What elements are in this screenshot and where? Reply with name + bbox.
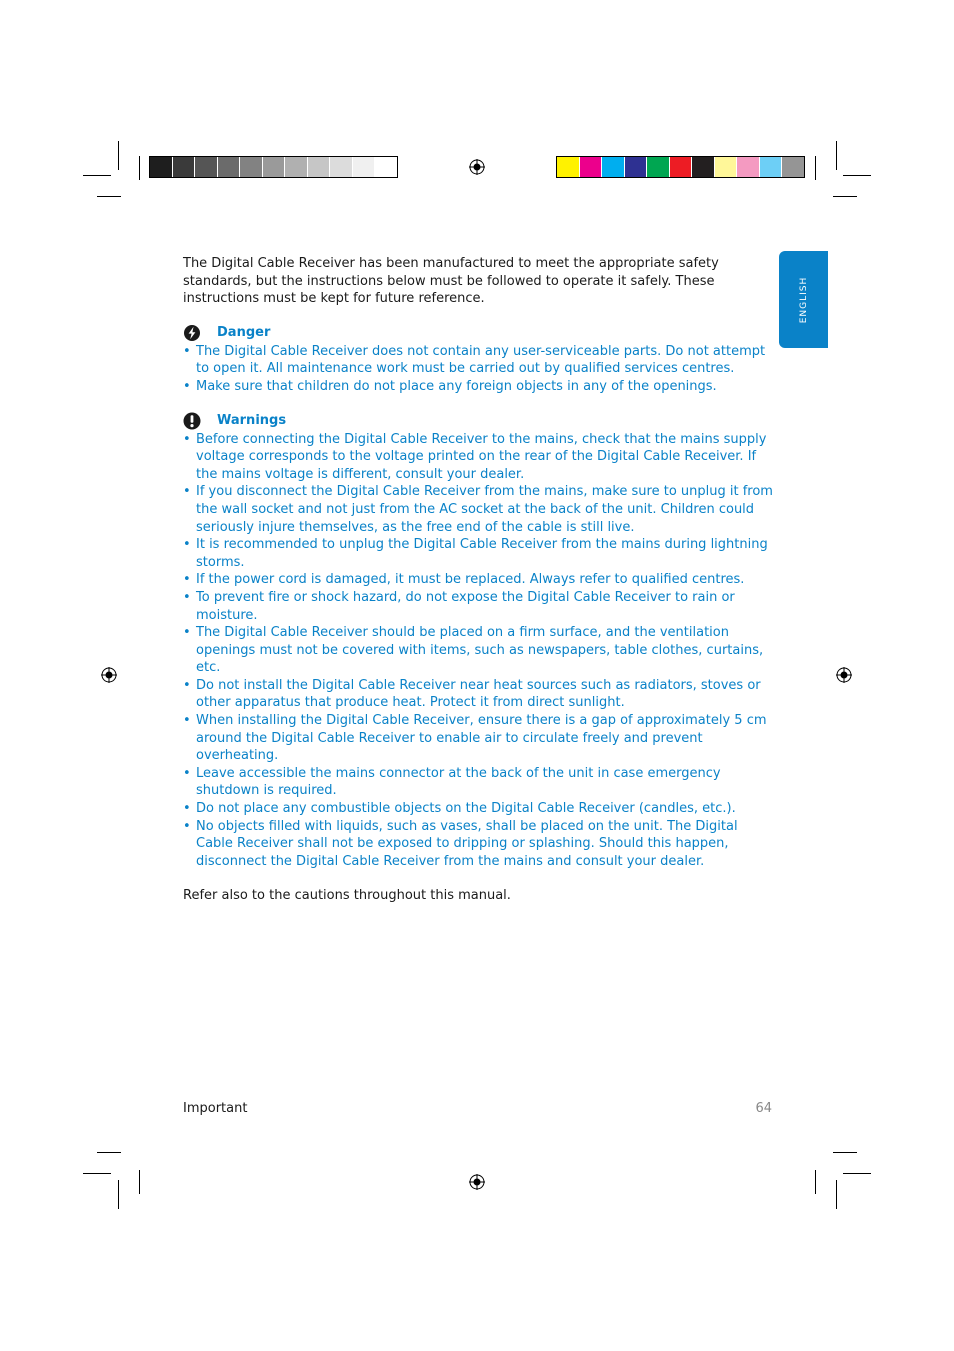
danger-list: [183, 343, 773, 396]
grayscale-color-bar: [149, 156, 398, 178]
intro-paragraph: The Digital Cable Receiver has been manufactured to meet the appropriate safety standards, but the instructions below must be followed to operate it safely. These instructions must be kept for future reference.: [183, 256, 719, 307]
crop-mark: [843, 1173, 871, 1174]
color-swatch: [375, 157, 397, 177]
color-swatch: [625, 157, 648, 177]
exclamation-icon: [183, 412, 201, 430]
crop-mark: [833, 196, 857, 197]
color-swatch: [240, 157, 263, 177]
page-number: 64: [755, 1101, 772, 1116]
crop-mark: [118, 141, 119, 170]
warnings-list: [183, 431, 773, 871]
color-swatch: [647, 157, 670, 177]
bullet-item: • The Digital Cable Receiver does not contain any user-serviceable parts. Do not attempt to open it. All maintenance work must be carried out by qualified services centres.: [183, 343, 773, 378]
outro-paragraph: Refer also to the cautions throughout this manual.: [183, 888, 511, 904]
crop-mark: [833, 1152, 857, 1153]
danger-title: Danger: [217, 324, 271, 340]
bullet-item: • Before connecting the Digital Cable Receiver to the mains, check that the mains supply voltage corresponds to the voltage printed on the rear of the Digital Cable Receiver. If the mains voltage is different, consult your dealer.: [183, 431, 773, 484]
color-swatch: [330, 157, 353, 177]
bullet-item: • Make sure that children do not place any foreign objects in any of the openings.: [183, 378, 773, 396]
color-swatch: [760, 157, 783, 177]
crop-mark: [139, 1170, 140, 1194]
language-tab-label: ENGLISH: [798, 276, 809, 323]
warnings-heading: [183, 411, 773, 431]
color-swatch: [308, 157, 331, 177]
color-swatch: [173, 157, 196, 177]
bullet-item: • Leave accessible the mains connector at the back of the unit in case emergency shutdown is required.: [183, 765, 773, 800]
language-tab: [779, 251, 828, 348]
bullet-item: • Do not place any combustible objects on the Digital Cable Receiver (candles, etc.).: [183, 800, 773, 818]
crop-mark: [843, 175, 871, 176]
bullet-item: • If the power cord is damaged, it must be replaced. Always refer to qualified centres.: [183, 571, 773, 589]
danger-heading: [183, 323, 773, 343]
crop-mark: [836, 141, 837, 170]
crop-mark: [836, 1180, 837, 1209]
crop-mark: [139, 156, 140, 180]
registration-mark-icon: [836, 667, 852, 683]
color-swatch: [195, 157, 218, 177]
color-swatch: [580, 157, 603, 177]
registration-mark-icon: [101, 667, 117, 683]
color-swatch: [263, 157, 286, 177]
lightning-icon: [183, 324, 201, 342]
bullet-item: • No objects filled with liquids, such as vases, shall be placed on the unit. The Digital Cable Receiver shall not be exposed to dripping or splashing. Should this happen, disconnect the Digital Cable Receiver from the mains and consult your dealer.: [183, 818, 773, 871]
color-swatch: [218, 157, 241, 177]
color-swatch: [557, 157, 580, 177]
color-swatch: [150, 157, 173, 177]
crop-mark: [97, 196, 121, 197]
registration-mark-icon: [469, 1174, 485, 1190]
color-swatch: [285, 157, 308, 177]
crop-mark: [815, 156, 816, 180]
color-swatch: [670, 157, 693, 177]
bullet-item: • To prevent fire or shock hazard, do not expose the Digital Cable Receiver to rain or moisture.: [183, 589, 773, 624]
safety-content: [183, 255, 773, 905]
process-color-bar: [556, 156, 805, 178]
crop-mark: [118, 1180, 119, 1209]
bullet-item: • The Digital Cable Receiver should be placed on a firm surface, and the ventilation openings must not be covered with items, such as newspapers, table clothes, curtains, etc.: [183, 624, 773, 677]
crop-mark: [83, 175, 111, 176]
crop-mark: [83, 1173, 111, 1174]
bullet-item: • If you disconnect the Digital Cable Receiver from the mains, make sure to unplug it from the wall socket and not just from the AC socket at the back of the unit. Children could seriously injure themselves, as the free end of the cable is still live.: [183, 483, 773, 536]
crop-mark: [97, 1152, 121, 1153]
bullet-item: • It is recommended to unplug the Digital Cable Receiver from the mains during lightning storms.: [183, 536, 773, 571]
registration-mark-icon: [469, 159, 485, 175]
color-swatch: [782, 157, 804, 177]
color-swatch: [692, 157, 715, 177]
color-swatch: [737, 157, 760, 177]
color-swatch: [715, 157, 738, 177]
crop-mark: [815, 1170, 816, 1194]
color-swatch: [353, 157, 376, 177]
color-swatch: [602, 157, 625, 177]
footer-section-name: Important: [183, 1101, 248, 1116]
warnings-title: Warnings: [217, 412, 287, 428]
bullet-item: • Do not install the Digital Cable Receiver near heat sources such as radiators, stoves or other apparatus that produce heat. Protect it from direct sunlight.: [183, 677, 773, 712]
bullet-item: • When installing the Digital Cable Receiver, ensure there is a gap of approximately 5 cm around the Digital Cable Receiver to enable air to circulate freely and prevent overheating.: [183, 712, 773, 765]
